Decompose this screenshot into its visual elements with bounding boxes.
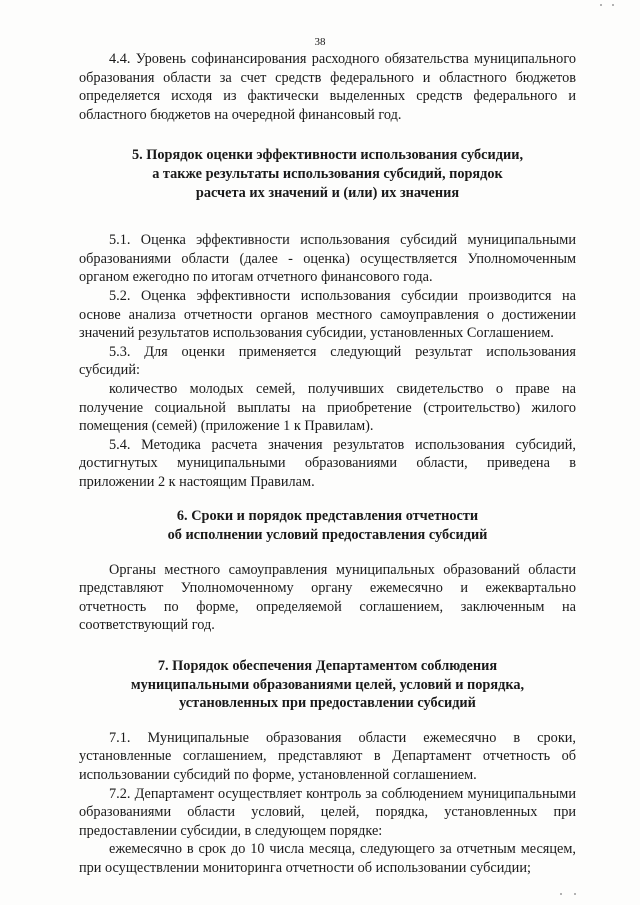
- scan-speck: [612, 4, 614, 6]
- paragraph-7-2: 7.2. Департамент осуществляет контроль за соблюдением муниципальными образованиями области условий, целей, порядка, установленных при предоставлении субсидии, в следующем порядке:: [79, 785, 576, 839]
- scan-speck: [600, 4, 602, 6]
- paragraph-6: Органы местного самоуправления муниципальных образований области представляют Уполномоченному органу ежемесячно и ежеквартально отчетность по форме, определяемой соглашением, заключенным на соответствующий год.: [79, 561, 576, 634]
- paragraph-4-4: 4.4. Уровень софинансирования расходного обязательства муниципального образования области за счет средств федерального и областного бюджетов определяется исходя из фактически выделенных средств федерального и областного бюджетов на очередной финансовый год.: [79, 51, 576, 123]
- section-7-heading-line: установленных при предоставлении субсидий: [179, 695, 476, 712]
- section-5-heading-line: расчета их значений и (или) их значения: [195, 184, 460, 201]
- paragraph-5-4: 5.4. Методика расчета значения результатов использования субсидий, достигнутых муниципальными образованиями области, приведена в приложении 2 к настоящим Правилам.: [79, 436, 576, 490]
- section-5-heading-line: 5. Порядок оценки эффективности использования субсидии,: [131, 147, 524, 164]
- document-body: [79, 50, 576, 878]
- paragraph-7-2-monthly: ежемесячно в срок до 10 числа месяца, следующего за отчетным месяцем, при осуществлении мониторинга отчетности об использовании субсидии;: [79, 841, 576, 876]
- section-5-heading: [79, 146, 576, 202]
- section-7-heading: [79, 657, 576, 713]
- scan-speck: [574, 893, 576, 895]
- paragraph-5-3-result: количество молодых семей, получивших свидетельство о праве на получение социальной выплаты на приобретение (строительство) жилого помещения (семей) (приложение 1 к Правилам).: [79, 380, 576, 435]
- paragraph-5-3: 5.3. Для оценки применяется следующий результат использования субсидий:: [79, 343, 576, 379]
- section-7-heading-line: 7. Порядок обеспечения Департаментом соблюдения: [157, 658, 498, 675]
- paragraph-5-1: 5.1. Оценка эффективности использования субсидий муниципальными образованиями области (далее - оценка) осуществляется Уполномоченным органом ежегодно по итогам отчетного финансового года.: [79, 232, 576, 286]
- paragraph-5-2: 5.2. Оценка эффективности использования субсидии производится на основе анализа отчетности органов местного самоуправления о достижении значений результатов использования субсидии, установленных Соглашением.: [79, 287, 576, 342]
- section-6-heading-line: об исполнении условий предоставления субсидий: [167, 527, 488, 544]
- scan-speck: [560, 893, 562, 895]
- paragraph-7-1: 7.1. Муниципальные образования области ежемесячно в сроки, установленные соглашением, представляют в Департамент отчетность об использовании субсидий по форме, установленной соглашением.: [79, 729, 576, 783]
- section-5-heading-line: а также результаты использования субсидий, порядок: [152, 165, 503, 182]
- page-number: 38: [314, 36, 326, 48]
- section-6-heading-line: 6. Сроки и порядок представления отчетности: [176, 508, 479, 525]
- section-7-heading-line: муниципальными образованиями целей, условий и порядка,: [130, 676, 525, 693]
- section-6-heading: [79, 507, 576, 544]
